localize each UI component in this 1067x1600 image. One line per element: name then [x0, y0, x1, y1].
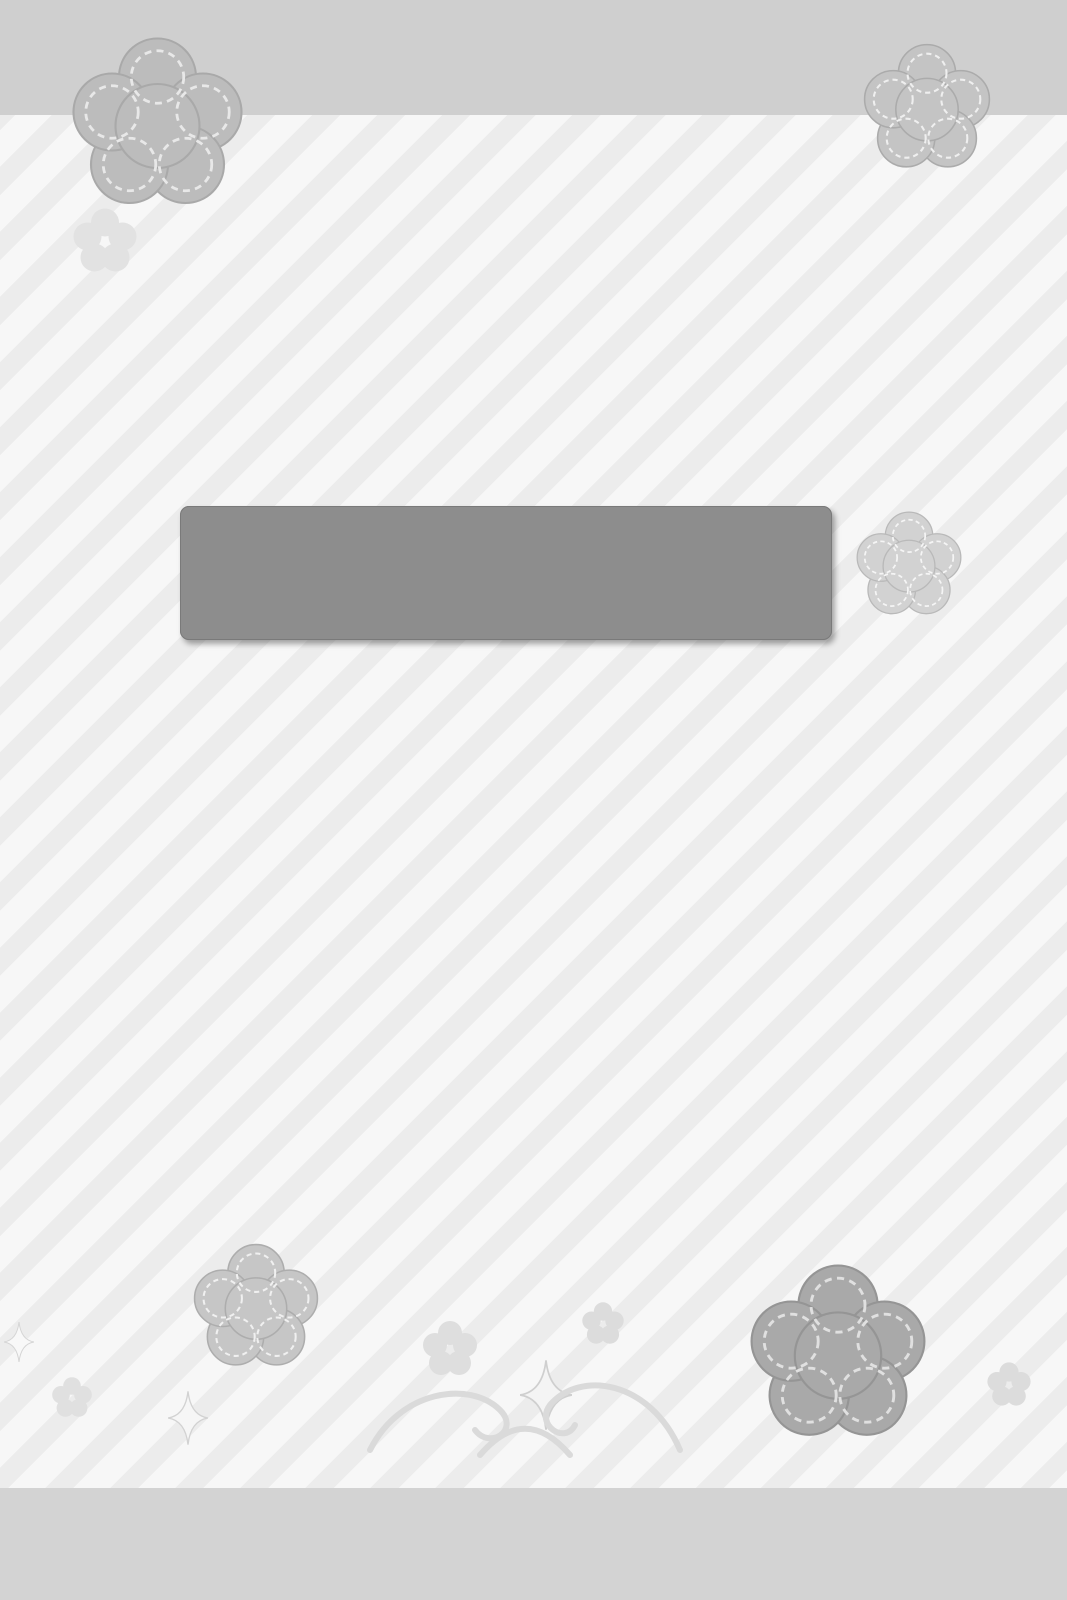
- flower-patch-icon: [748, 1262, 928, 1442]
- section-banner-title: [180, 506, 832, 640]
- flower-patch-icon: [192, 1242, 320, 1370]
- sparkle-icon: [168, 1390, 208, 1446]
- small-flower-icon: [70, 205, 140, 275]
- flower-patch-icon: [70, 35, 245, 210]
- page-headline: [236, 308, 838, 369]
- bottom-rickrack-trim: [0, 1462, 1067, 1502]
- flower-patch-icon: [862, 42, 992, 172]
- flower-patch-icon: [855, 510, 963, 618]
- section-banner: [180, 506, 832, 640]
- small-flower-icon: [50, 1375, 94, 1419]
- glossary-list: [236, 676, 896, 698]
- sparkle-icon: [4, 1322, 34, 1362]
- bottom-decorative-band: [0, 1488, 1067, 1600]
- swirl-ornament-icon: [360, 1330, 690, 1460]
- small-flower-icon: [985, 1360, 1033, 1408]
